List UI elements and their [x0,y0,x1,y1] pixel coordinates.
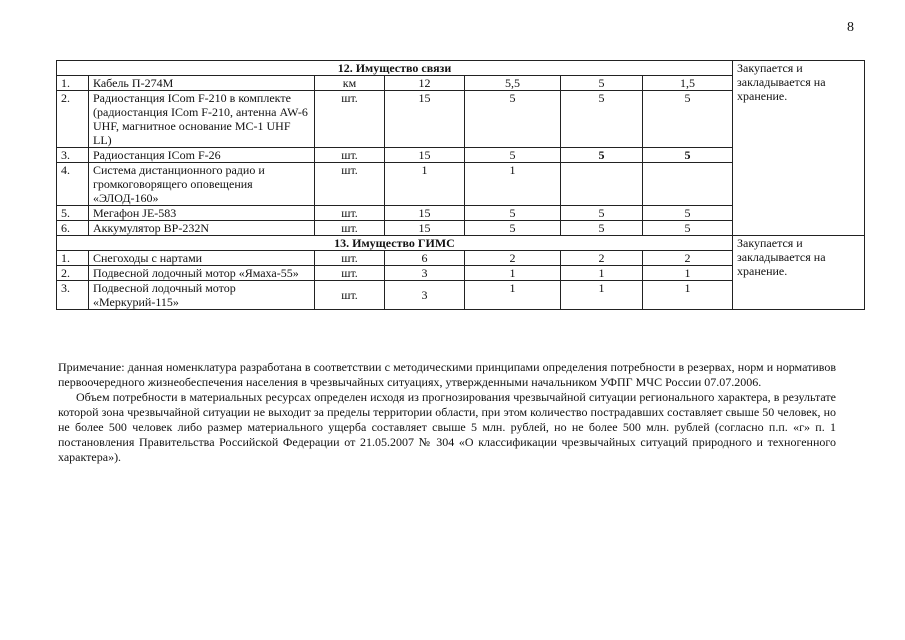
page-number: 8 [847,20,854,35]
qty-3: 5 [561,91,643,148]
qty-4: 5 [643,91,733,148]
unit: шт. [315,221,385,236]
qty-1: 15 [385,221,465,236]
qty-4: 1,5 [643,76,733,91]
unit: шт. [315,251,385,266]
unit: км [315,76,385,91]
qty-1: 3 [385,266,465,281]
row-number: 1. [57,76,89,91]
qty-4: 1 [643,281,733,310]
row-number: 3. [57,148,89,163]
row-number: 2. [57,91,89,148]
qty-3: 2 [561,251,643,266]
unit: шт. [315,163,385,206]
qty-2: 5 [465,221,561,236]
qty-4: 5 [643,148,733,163]
note-paragraph-1: Примечание: данная номенклатура разработана в соответствии с методическими принципами определения потребности в резервах, норм и нормативов первоочередного жизнеобеспечения населения в чрезвычайных ситуациях, утвержденными начальником УФПГ МЧС России 07.07.2006. [58,360,836,389]
section-title: 12. Имущество связи [57,61,733,76]
row-number: 2. [57,266,89,281]
row-number: 4. [57,163,89,206]
item-name: Подвесной лодочный мотор «Меркурий-115» [89,281,315,310]
qty-2: 1 [465,281,561,310]
qty-4: 5 [643,206,733,221]
item-name: Система дистанционного радио и громкоговорящего оповещения «ЭЛОД-160» [89,163,315,206]
qty-3: 5 [561,206,643,221]
section-title: 13. Имущество ГИМС [57,236,733,251]
item-name: Снегоходы с нартами [89,251,315,266]
qty-3: 5 [561,76,643,91]
qty-1: 15 [385,148,465,163]
unit: шт. [315,281,385,310]
item-name: Радиостанция ICom F-26 [89,148,315,163]
unit: шт. [315,91,385,148]
row-number: 1. [57,251,89,266]
qty-3: 1 [561,266,643,281]
note-paragraph-2: Объем потребности в материальных ресурсах определен исходя из прогнозирования чрезвычайной ситуации регионального характера, в результате которой зона чрезвычайной ситуации не выходит за пределы территории области, при этом количество пострадавших составляет свыше 50 человек, но не более 500 человек либо размер материального ущерба составляет свыше 5 млн. рублей, но не более 500 млн. рублей (согласно п.п. «г» п. 1 постановления Правительства Российской Федерации от 21.05.2007 № 304 «О классификации чрезвычайных ситуаций природного и техногенного характера»). [58,390,836,464]
qty-3: 1 [561,281,643,310]
item-name: Аккумулятор BP-232N [89,221,315,236]
qty-2: 1 [465,266,561,281]
row-number: 6. [57,221,89,236]
qty-2: 5,5 [465,76,561,91]
qty-1: 15 [385,91,465,148]
qty-3: 5 [561,221,643,236]
section-note: Закупается и закладывается на хранение. [733,236,865,310]
qty-1: 15 [385,206,465,221]
row-number: 5. [57,206,89,221]
unit: шт. [315,206,385,221]
item-name: Радиостанция ICom F-210 в комплекте (радиостанция ICom F-210, антенна AW-6 UHF, магнитное основание MC-1 UHF LL) [89,91,315,148]
qty-2: 5 [465,91,561,148]
section-header-row [57,61,865,76]
qty-2: 2 [465,251,561,266]
section-header-row [57,236,865,251]
item-name: Кабель П-274М [89,76,315,91]
note-block [58,360,836,465]
qty-4: 5 [643,221,733,236]
qty-3: 5 [561,148,643,163]
qty-4: 1 [643,266,733,281]
row-number: 3. [57,281,89,310]
qty-2: 5 [465,148,561,163]
qty-1: 3 [385,281,465,310]
section-note: Закупается и закладывается на хранение. [733,61,865,236]
qty-2: 5 [465,206,561,221]
qty-4 [643,163,733,206]
inventory-table [56,60,865,310]
unit: шт. [315,148,385,163]
unit: шт. [315,266,385,281]
qty-1: 6 [385,251,465,266]
qty-4: 2 [643,251,733,266]
qty-3 [561,163,643,206]
item-name: Подвесной лодочный мотор «Ямаха-55» [89,266,315,281]
item-name: Мегафон JE-583 [89,206,315,221]
qty-1: 1 [385,163,465,206]
qty-1: 12 [385,76,465,91]
qty-2: 1 [465,163,561,206]
